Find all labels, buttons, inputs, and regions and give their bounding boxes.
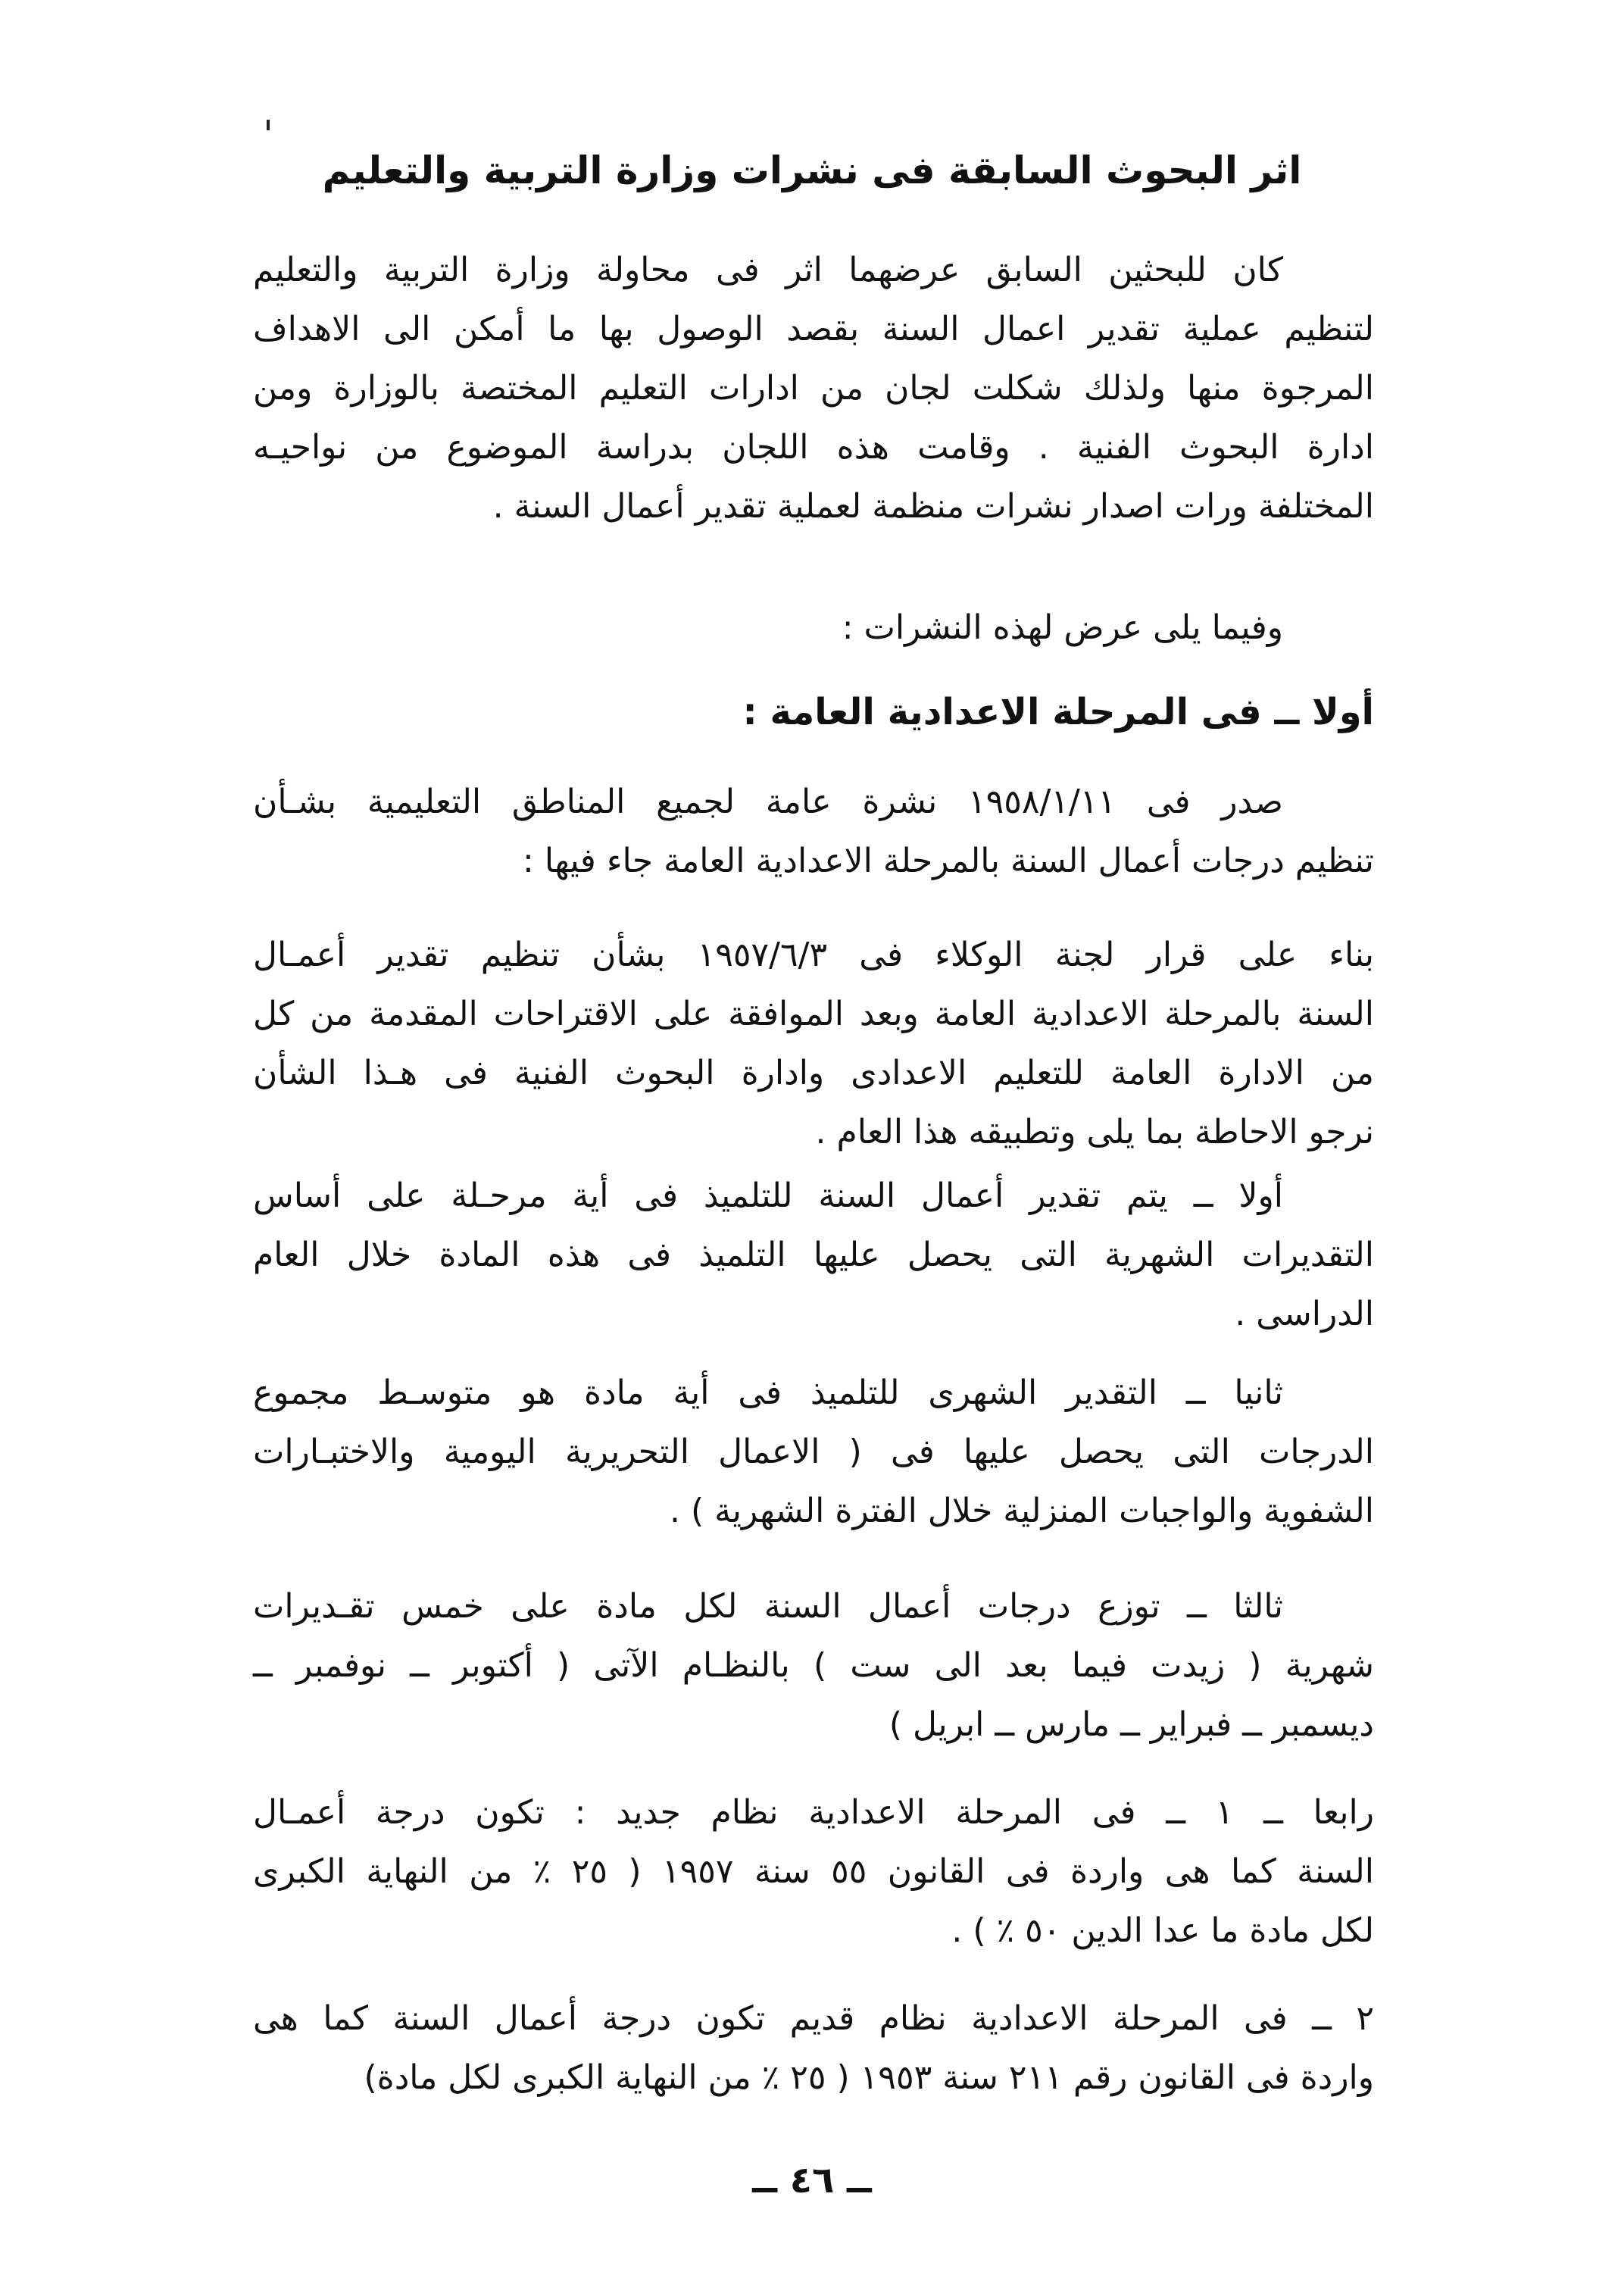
paragraph-item-fourth-sub — [253, 1989, 1374, 2108]
text-line: رابعا ــ ١ ــ فى المرحلة الاعدادية نظام جديد : تكون درجة أعمـال — [253, 1793, 1374, 1832]
text-line: وفيما يلى عرض لهذه النشرات : — [842, 608, 1283, 647]
page-title: اثر البحوث السابقة فى نشرات وزارة التربية والتعليم — [322, 148, 1302, 192]
paragraph-intro — [253, 241, 1374, 536]
paragraph-item-third — [253, 1577, 1374, 1755]
text-line: لتنظيم عملية تقدير اعمال السنة بقصد الوصول بها ما أمكن الى الاهداف — [253, 310, 1374, 348]
text-line: كان للبحثين السابق عرضهما اثر فى محاولة وزارة التربية والتعليم — [253, 251, 1283, 289]
paragraph-item-second — [253, 1364, 1374, 1541]
text-line: المختلفة ورات اصدار نشرات منظمة لعملية تقدير أعمال السنة . — [492, 487, 1374, 526]
text-line: التقديرات الشهرية التى يحصل عليها التلميذ فى هذه المادة خلال العام — [253, 1236, 1374, 1274]
text-line: الدراسى . — [1235, 1295, 1374, 1333]
section-heading-text: أولا ــ فى المرحلة الاعدادية العامة : — [742, 691, 1374, 733]
page-number: ــ ٤٦ ــ — [752, 2159, 872, 2201]
text-line: بناء على قرار لجنة الوكلاء فى ١٩٥٧/٦/٣ بشأن تنظيم تقدير أعمـال — [253, 936, 1374, 974]
paragraph-decree — [253, 773, 1374, 891]
text-line: نرجو الاحاطة بما يلى وتطبيقه هذا العام . — [815, 1113, 1374, 1151]
text-line: السنة كما هى واردة فى القانون ٥٥ سنة ١٩٥٧ ( ٢٥ ٪ من النهاية الكبرى — [253, 1852, 1374, 1891]
paragraph-item-fourth — [253, 1783, 1374, 1961]
text-line: صدر فى ١٩٥٨/١/١١ نشرة عامة لجميع المناطق التعليمية بشـأن — [253, 783, 1283, 821]
text-line: السنة بالمرحلة الاعدادية العامة وبعد الموافقة على الاقتراحات المقدمة من كل — [253, 995, 1374, 1033]
margin-mark — [267, 120, 270, 130]
text-line: الدرجات التى يحصل عليها فى ( الاعمال التحريرية اليومية والاختبـارات — [253, 1433, 1374, 1471]
paragraph-lead — [253, 598, 1374, 658]
text-line: أولا ــ يتم تقدير أعمال السنة للتلميذ فى أية مرحـلة على أساس — [253, 1176, 1283, 1215]
text-line: ٢ ــ فى المرحلة الاعدادية نظام قديم تكون درجة أعمال السنة كما هى — [253, 1999, 1374, 2038]
text-line: واردة فى القانون رقم ٢١١ سنة ١٩٥٣ ( ٢٥ ٪ من النهاية الكبرى لكل مادة) — [364, 2058, 1374, 2097]
text-line: لكل مادة ما عدا الدين ٥٠ ٪ ) . — [951, 1911, 1374, 1950]
text-line: الشفوية والواجبات المنزلية خلال الفترة الشهرية ) . — [670, 1492, 1374, 1530]
text-line: تنظيم درجات أعمال السنة بالمرحلة الاعدادية العامة جاء فيها : — [523, 842, 1374, 880]
text-line: شهرية ( زيدت فيما بعد الى ست ) بالنظـام الآتى ( أكتوبر ــ نوفمبر ــ — [253, 1646, 1374, 1685]
paragraph-decision — [253, 926, 1374, 1162]
text-line: من الادارة العامة للتعليم الاعدادى وادارة البحوث الفنية فى هـذا الشأن — [253, 1054, 1374, 1092]
text-line: ثانيا ــ التقدير الشهرى للتلميذ فى أية مادة هو متوسـط مجموع — [253, 1373, 1283, 1412]
text-line: ادارة البحوث الفنية . وقامت هذه اللجان بدراسة الموضوع من نواحيـه — [253, 428, 1374, 467]
text-line: ثالثا ــ توزع درجات أعمال السنة لكل مادة على خمس تقـديرات — [253, 1587, 1283, 1626]
paragraph-item-first — [253, 1167, 1374, 1344]
text-line: المرجوة منها ولذلك شكلت لجان من ادارات التعليم المختصة بالوزارة ومن — [253, 369, 1374, 408]
text-line: ديسمبر ــ فبراير ــ مارس ــ ابريل ) — [889, 1705, 1374, 1744]
section-heading — [253, 682, 1374, 742]
